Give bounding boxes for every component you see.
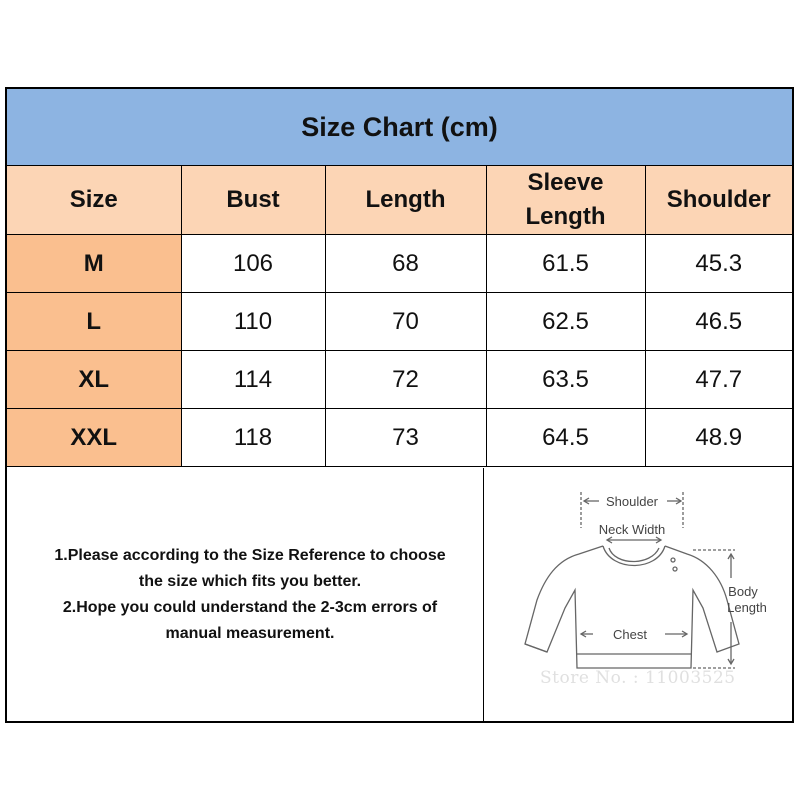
- header-bust: Bust: [181, 166, 325, 235]
- header-size: Size: [7, 166, 181, 235]
- table-header-row: [7, 166, 792, 235]
- sleeve-cell: 62.5: [486, 293, 645, 351]
- sleeve-cell: 61.5: [486, 235, 645, 293]
- note-line: 1.Please according to the Size Reference to choose: [54, 546, 446, 564]
- body-length-label-2: Length: [727, 600, 767, 615]
- size-table: [7, 166, 792, 467]
- shoulder-label: Shoulder: [605, 494, 659, 509]
- button-icon: [673, 567, 677, 571]
- bust-cell: 110: [181, 293, 325, 351]
- note-line: manual measurement.: [165, 624, 335, 642]
- neck-width-label: Neck Width: [598, 522, 666, 537]
- measurement-diagram: [485, 468, 792, 721]
- size-cell: XL: [7, 351, 181, 409]
- bust-cell: 118: [181, 409, 325, 467]
- size-cell: M: [7, 235, 181, 293]
- length-cell: 70: [325, 293, 486, 351]
- header-sleeve-line2: Length: [525, 203, 606, 230]
- size-cell: L: [7, 293, 181, 351]
- shoulder-cell: 46.5: [645, 293, 792, 351]
- chest-label: Chest: [613, 627, 647, 642]
- header-shoulder: Shoulder: [645, 166, 792, 235]
- bust-cell: 114: [181, 351, 325, 409]
- body-length-label-1: Body: [728, 584, 758, 599]
- shoulder-cell: 45.3: [645, 235, 792, 293]
- table-row: [7, 235, 792, 293]
- shoulder-cell: 48.9: [645, 409, 792, 467]
- sweater-outline: [525, 546, 739, 668]
- header-length: Length: [325, 166, 486, 235]
- table-row: [7, 293, 792, 351]
- collar: [609, 548, 659, 562]
- chart-title: Size Chart (cm): [7, 89, 792, 166]
- shoulder-cell: 47.7: [645, 351, 792, 409]
- sleeve-cell: 63.5: [486, 351, 645, 409]
- size-cell: XXL: [7, 409, 181, 467]
- note-line: 2.Hope you could understand the 2-3cm errors of: [62, 598, 438, 616]
- notes-panel: [7, 468, 484, 721]
- table-row: [7, 409, 792, 467]
- store-watermark: Store No. : 11003525: [540, 668, 736, 688]
- length-cell: 73: [325, 409, 486, 467]
- sleeve-cell: 64.5: [486, 409, 645, 467]
- bust-cell: 106: [181, 235, 325, 293]
- size-chart: [5, 87, 794, 723]
- header-sleeve-line1: Sleeve: [527, 169, 604, 196]
- length-cell: 68: [325, 235, 486, 293]
- button-icon: [671, 558, 675, 562]
- length-cell: 72: [325, 351, 486, 409]
- header-sleeve-length: [486, 166, 645, 235]
- table-row: [7, 351, 792, 409]
- note-line: the size which fits you better.: [138, 572, 362, 590]
